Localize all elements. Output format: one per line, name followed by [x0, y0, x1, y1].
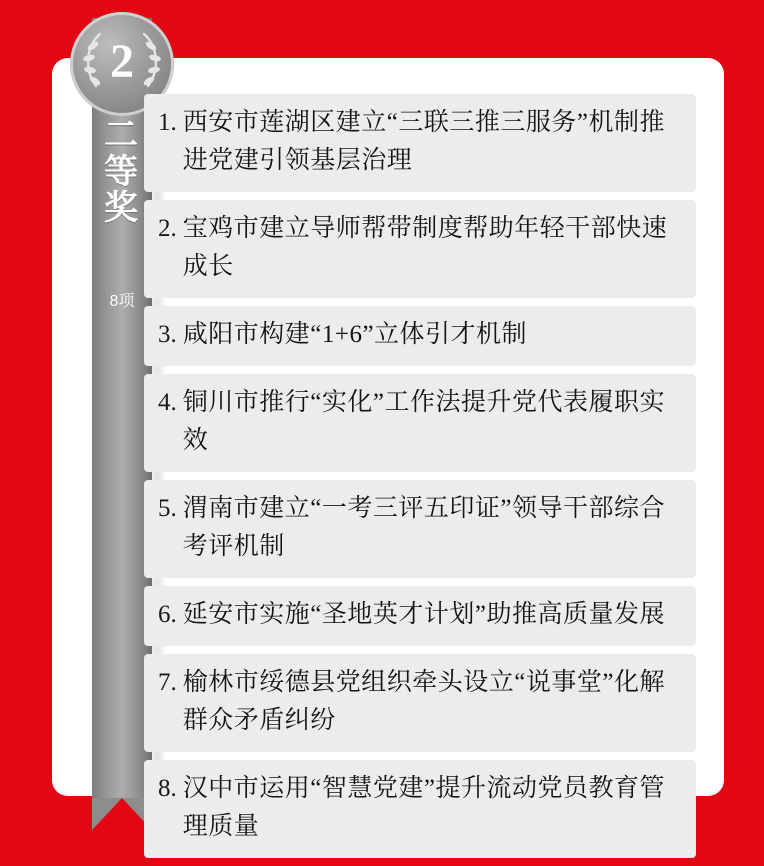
list-item [144, 374, 696, 472]
list-item [144, 586, 696, 646]
list-item-text: 榆林市绥德县党组织牵头设立“说事堂”化解群众矛盾纠纷 [182, 669, 665, 734]
list-item-text: 宝鸡市建立导师帮带制度帮助年轻干部快速成长 [182, 215, 668, 280]
list-item-number: 5. [158, 495, 177, 522]
award-list [144, 94, 696, 866]
medal-number: 2 [110, 35, 134, 88]
list-item-number: 7. [158, 669, 177, 696]
list-item-text: 西安市莲湖区建立“三联三推三服务”机制推进党建引领基层治理 [182, 109, 665, 174]
list-item-number: 3. [158, 321, 177, 348]
list-item-number: 4. [158, 389, 177, 416]
ribbon-title [97, 118, 147, 228]
list-item-number: 8. [158, 775, 177, 802]
list-item [144, 480, 696, 578]
list-item [144, 306, 696, 366]
list-item [144, 654, 696, 752]
list-item-number: 2. [158, 215, 177, 242]
list-item [144, 760, 696, 858]
list-item-text: 延安市实施“圣地英才计划”助推高质量发展 [182, 601, 665, 628]
list-item [144, 200, 696, 298]
list-item-number: 6. [158, 601, 177, 628]
list-item [144, 94, 696, 192]
ribbon-title-char-1: 二 [104, 117, 140, 154]
list-item-text: 咸阳市构建“1+6”立体引才机制 [182, 321, 528, 348]
list-item-text: 渭南市建立“一考三评五印证”领导干部综合考评机制 [182, 495, 665, 560]
ribbon-count-label: 8项 [109, 293, 135, 310]
list-item-text: 汉中市运用“智慧党建”提升流动党员教育管理质量 [182, 775, 665, 840]
list-item-number: 1. [158, 109, 177, 136]
ribbon-title-char-3: 奖 [104, 190, 140, 228]
list-item-text: 铜川市推行“实化”工作法提升党代表履职实效 [182, 389, 665, 454]
ribbon-tail [92, 798, 152, 830]
ribbon-title-char-2: 等 [104, 153, 140, 191]
